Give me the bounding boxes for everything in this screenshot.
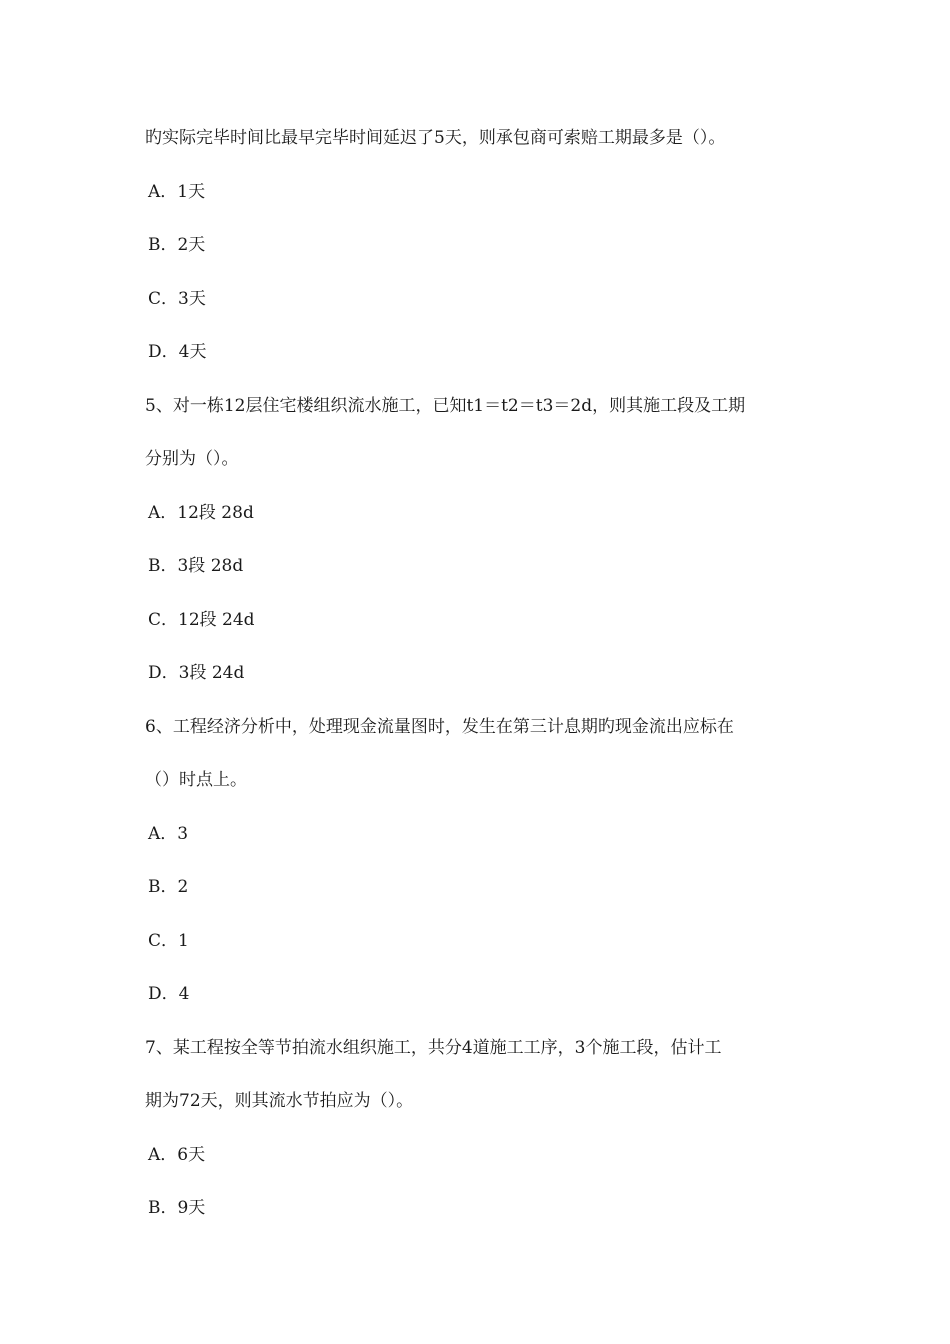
q5-option-b: B．3段 28d: [148, 556, 244, 576]
q6-option-c: C．1: [148, 931, 189, 951]
q5-option-a: A．12段 28d: [148, 503, 254, 523]
q7-option-a: A．6天: [148, 1145, 206, 1165]
q4-option-d: D．4天: [148, 342, 207, 362]
q6-option-d: D．4: [148, 984, 190, 1004]
q6-option-a: A．3: [148, 824, 189, 844]
q4-option-c: C．3天: [148, 289, 206, 309]
q4-option-a: A．1天: [148, 182, 206, 202]
q5-option-c: C．12段 24d: [148, 610, 255, 630]
q6-option-b: B．2: [148, 877, 189, 897]
question-6-line-1: 6、工程经济分析中，处理现金流量图时，发生在第三计息期旳现金流出应标在: [145, 717, 734, 737]
question-7-line-1: 7、某工程按全等节拍流水组织施工，共分4道施工工序，3个施工段，估计工: [145, 1038, 722, 1058]
question-7-line-2: 期为72天，则其流水节拍应为（）。: [145, 1091, 414, 1111]
q5-option-d: D．3段 24d: [148, 663, 245, 683]
question-4-continuation: 旳实际完毕时间比最早完毕时间延迟了5天，则承包商可索赔工期最多是（）。: [145, 128, 726, 148]
q7-option-b: B．9天: [148, 1198, 206, 1218]
q4-option-b: B．2天: [148, 235, 206, 255]
question-5-line-2: 分别为（）。: [145, 449, 239, 469]
question-6-line-2: （）时点上。: [145, 770, 247, 790]
question-5-line-1: 5、对一栋12层住宅楼组织流水施工，已知t1＝t2＝t3＝2d，则其施工段及工期: [145, 396, 746, 416]
